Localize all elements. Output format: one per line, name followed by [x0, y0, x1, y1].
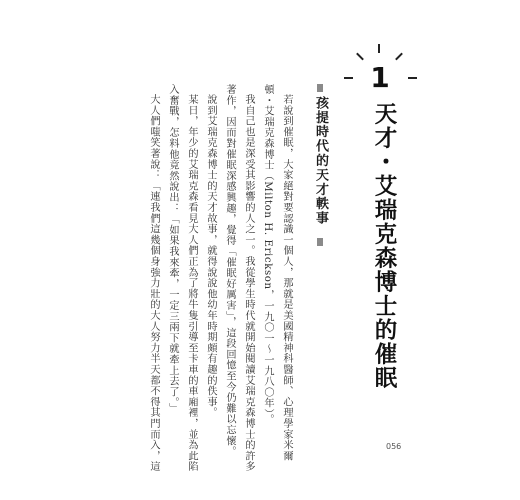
ray-decoration — [408, 77, 417, 79]
chapter-number-badge — [356, 58, 404, 98]
text-line: 若說到催眠，大家絕對要認識一個人，那就是美國精神科醫師、心理學家米爾 — [281, 94, 292, 462]
chapter-title: 天才・艾瑞克森博士的催眠 — [371, 102, 397, 390]
ray-decoration — [344, 77, 353, 79]
paragraph — [258, 84, 296, 462]
page-number: 056 — [386, 442, 402, 451]
section-heading-text: 孩提時代的天才軼事 — [313, 96, 328, 226]
section-heading — [308, 84, 332, 284]
section-marker — [317, 238, 323, 246]
text-line: 入奮戰，怎料他竟然說出：「如果我來牽，一定三兩下就牽上去了。」 — [167, 84, 178, 414]
paragraph — [144, 84, 163, 473]
chapter-number: 1 — [370, 61, 390, 94]
text-line: 說到艾瑞克森博士的天才故事，就得說說他幼年時期頗有趣的佚事。 — [205, 94, 216, 419]
ray-decoration — [378, 44, 380, 53]
text-line: 大人們嗤笑著說：「連我們這幾個身強力壯的大人努力半天都不得其門而入，這 — [148, 94, 159, 473]
text-line: 某日，年少的艾瑞克森看見大人們正為了將牛隻引導至卡車的車廂裡，並為此陷 — [186, 94, 197, 473]
text-line: 頓・艾瑞克森博士（Milton H. Erickson，一九〇一～一九八〇年）。 — [262, 84, 273, 426]
text-line: 著作，因而對催眠深感興趣，覺得「催眠好厲害」，這段回憶至今仍難以忘懷。 — [224, 84, 235, 457]
paragraph — [163, 84, 201, 473]
text-line: 我自己也是深受其影響的人之一。我從學生時代就開始閱讀艾瑞克森博士的許多 — [243, 94, 254, 473]
paragraph — [201, 84, 220, 444]
paragraph — [220, 84, 258, 473]
body-text — [104, 84, 296, 473]
section-marker — [317, 84, 323, 92]
